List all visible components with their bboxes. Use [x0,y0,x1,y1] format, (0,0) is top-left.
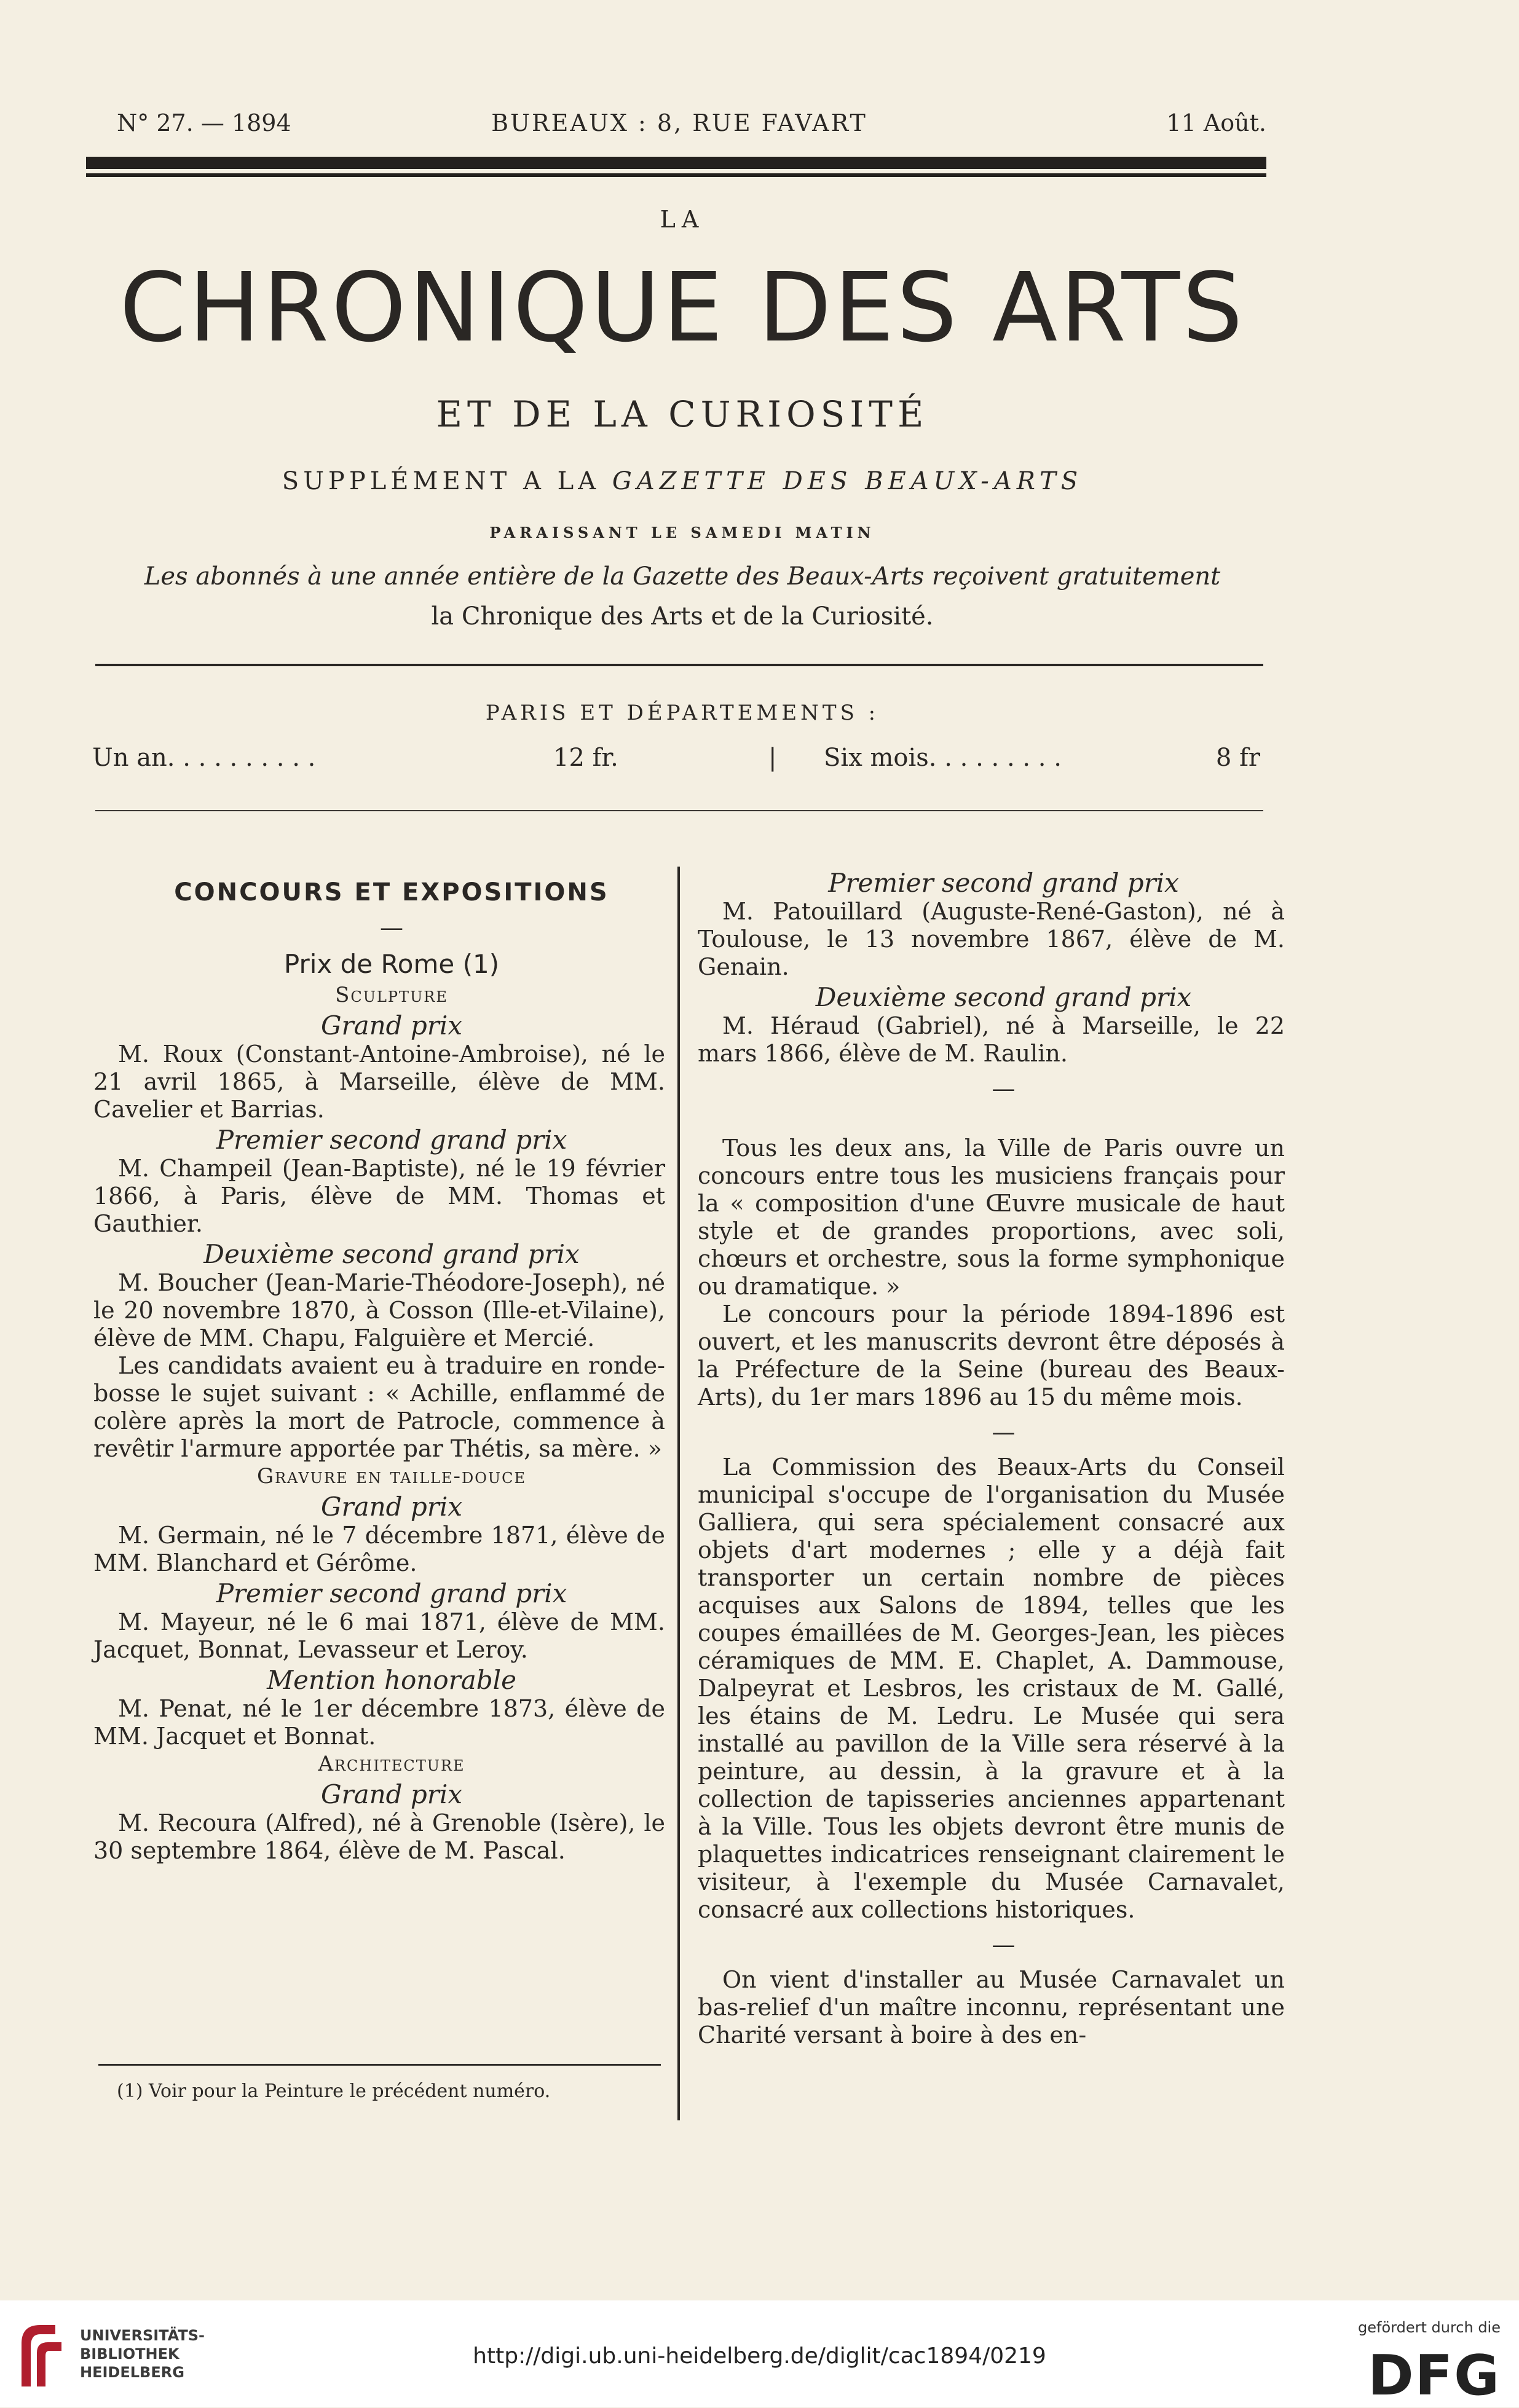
paragraph: M. Héraud (Gabriel), né à Marseille, le 22 mars 1866, élève de M. Raulin. [698,1012,1285,1067]
paragraph: La Commission des Beaux-Arts du Conseil municipal s'occupe de l'organisation du Musée Galliera, qui sera spécialement consacré aux objets d'art modernes ; elle y a déjà fait transporter un certain nombre de pièces acquises aux Salons de 1894, telles que les coupes émaillées de M. Georges-Jean, les pièces céramiques de MM. E. Chaplet, A. Dammouse, Dalpeyrat et Lesbros, les cristaux de M. Gallé, les étains de M. Ledru. Le Musée qui sera installé au pavillon de la Ville sera réservé à la peinture, au dessin, à la gravure et à la collection de tapisseries anciennes appartenant à la Ville. Tous les objets devront être munis de plaquettes indicatrices renseignant clairement le visiteur, à l'exemple du Musée Carnavalet, consacré aux collections historiques. [698,1454,1285,1923]
masthead-rule-thin [86,173,1266,177]
paragraph: M. Roux (Constant-Antoine-Ambroise), né le 21 avril 1865, à Marseille, élève de MM. Cavelier et Barrias. [93,1041,665,1123]
section-dash: — [992,1075,1016,1102]
prix-de-rome-heading: Prix de Rome (1) [283,949,500,979]
uni-line: BIBLIOTHEK [80,2345,180,2363]
supplement-line [0,467,1365,495]
supplement-prefix: SUPPLÉMENT A LA [282,467,612,495]
footnote-rule [98,2064,661,2066]
price-six: 8 fr [1215,744,1260,772]
subscriber-note-1: Les abonnés à une année entière de la Gazette des Beaux-Arts reçoivent gratuitement [144,562,1221,591]
right-column [698,867,1285,2049]
paragraph: M. Recoura (Alfred), né à Grenoble (Isère), le 30 septembre 1864, élève de M. Pascal. [93,1809,665,1864]
frequency-line: PARAISSANT LE SAMEDI MATIN [489,524,875,541]
office-address: BUREAUX : 8, RUE FAVART [491,109,867,136]
publication-title: CHRONIQUE DES ARTS [119,252,1245,363]
paragraph: M. Patouillard (Auguste-René-Gaston), né à Toulouse, le 13 novembre 1867, élève de M. Genain. [698,898,1285,980]
column-divider [677,867,680,2120]
left-column [93,879,665,1865]
issue-number: N° 27. — 1894 [117,109,291,136]
uni-line: HEIDELBERG [80,2364,184,2381]
award-premier-second: Premier second grand prix [828,868,1179,898]
digitization-footer [0,2300,1519,2407]
heading-dash: — [380,914,403,941]
dfg-logo: DFG [1367,2343,1501,2408]
category-sculpture: Sculpture [335,983,448,1007]
award-mention: Mention honorable [267,1665,516,1695]
permalink[interactable]: http://digi.ub.uni-heidelberg.de/diglit/cac1894/0219 [473,2343,1046,2369]
award-grand-prix: Grand prix [320,1492,463,1522]
price-six-label: Six mois. . . . . . . . . [824,744,1062,772]
supplement-gazette: GAZETTE DES BEAUX-ARTS [612,467,1083,495]
subscriber-note-2: la Chronique des Arts et de la Curiosité. [431,602,934,631]
award-premier-second: Premier second grand prix [216,1578,567,1608]
issue-date: 11 Août. [1166,109,1266,136]
paragraph: M. Germain, né le 7 décembre 1871, élève de MM. Blanchard et Gérôme. [93,1522,665,1576]
masthead-divider [95,664,1263,666]
subscription-region: PARIS ET DÉPARTEMENTS : [485,701,880,725]
award-deuxieme-second: Deuxième second grand prix [203,1239,580,1269]
paragraph: Tous les deux ans, la Ville de Paris ouvre un concours entre tous les musiciens français pour la « composition d'une Œuvre musicale de haut style et de grandes proportions, avec soli, chœurs et orchestre, sous la forme symphonique ou dramatique. » [698,1135,1285,1300]
award-grand-prix: Grand prix [320,1779,463,1809]
paragraph: M. Boucher (Jean-Marie-Théodore-Joseph), né le 20 novembre 1870, à Cosson (Ille-et-Vilaine), élève de MM. Chapu, Falguière et Mercié. [93,1269,665,1352]
category-architecture: Architecture [318,1752,465,1776]
category-gravure: Gravure en taille-douce [256,1464,527,1489]
title-article: LA [660,206,705,233]
section-dash: — [992,1931,1016,1958]
award-premier-second: Premier second grand prix [216,1125,567,1155]
section-heading: CONCOURS ET EXPOSITIONS [174,878,609,907]
uni-line: UNIVERSITÄTS- [80,2327,205,2344]
award-deuxieme-second: Deuxième second grand prix [815,982,1192,1012]
masthead-top-line [92,109,1266,146]
price-year-label: Un an. . . . . . . . . . [92,744,316,772]
paragraph: M. Champeil (Jean-Baptiste), né le 19 février 1866, à Paris, élève de MM. Thomas et Gauthier. [93,1155,665,1237]
subscription-prices [92,744,1260,774]
paragraph: Le concours pour la période 1894-1896 est ouvert, et les manuscrits devront être déposés à la Préfecture de la Seine (bureau des Beaux-Arts), du 1er mars 1896 au 15 du même mois. [698,1300,1285,1411]
paragraph: M. Penat, né le 1er décembre 1873, élève de MM. Jacquet et Bonnat. [93,1695,665,1750]
price-year: 12 fr. [553,744,618,772]
footnote: (1) Voir pour la Peinture le précédent numéro. [117,2080,551,2102]
paragraph: M. Mayeur, né le 6 mai 1871, élève de MM. Jacquet, Bonnat, Levasseur et Leroy. [93,1608,665,1663]
award-grand-prix: Grand prix [320,1010,463,1041]
section-dash: — [992,1418,1016,1446]
funding-note: gefördert durch die [1358,2319,1501,2336]
paragraph: On vient d'installer au Musée Carnavalet un bas-relief d'un maître inconnu, représentant une Charité versant à boire à des en- [698,1966,1285,2048]
masthead-rule-thick [86,157,1266,169]
price-separator: | [768,744,777,772]
paragraph: Les candidats avaient eu à traduire en ronde-bosse le sujet suivant : « Achille, enflammé de colère après la mort de Patrocle, commence à revêtir l'armure apportée par Thétis, sa mère. » [93,1352,665,1462]
price-divider [95,810,1263,811]
publication-subtitle: ET DE LA CURIOSITÉ [436,393,929,435]
